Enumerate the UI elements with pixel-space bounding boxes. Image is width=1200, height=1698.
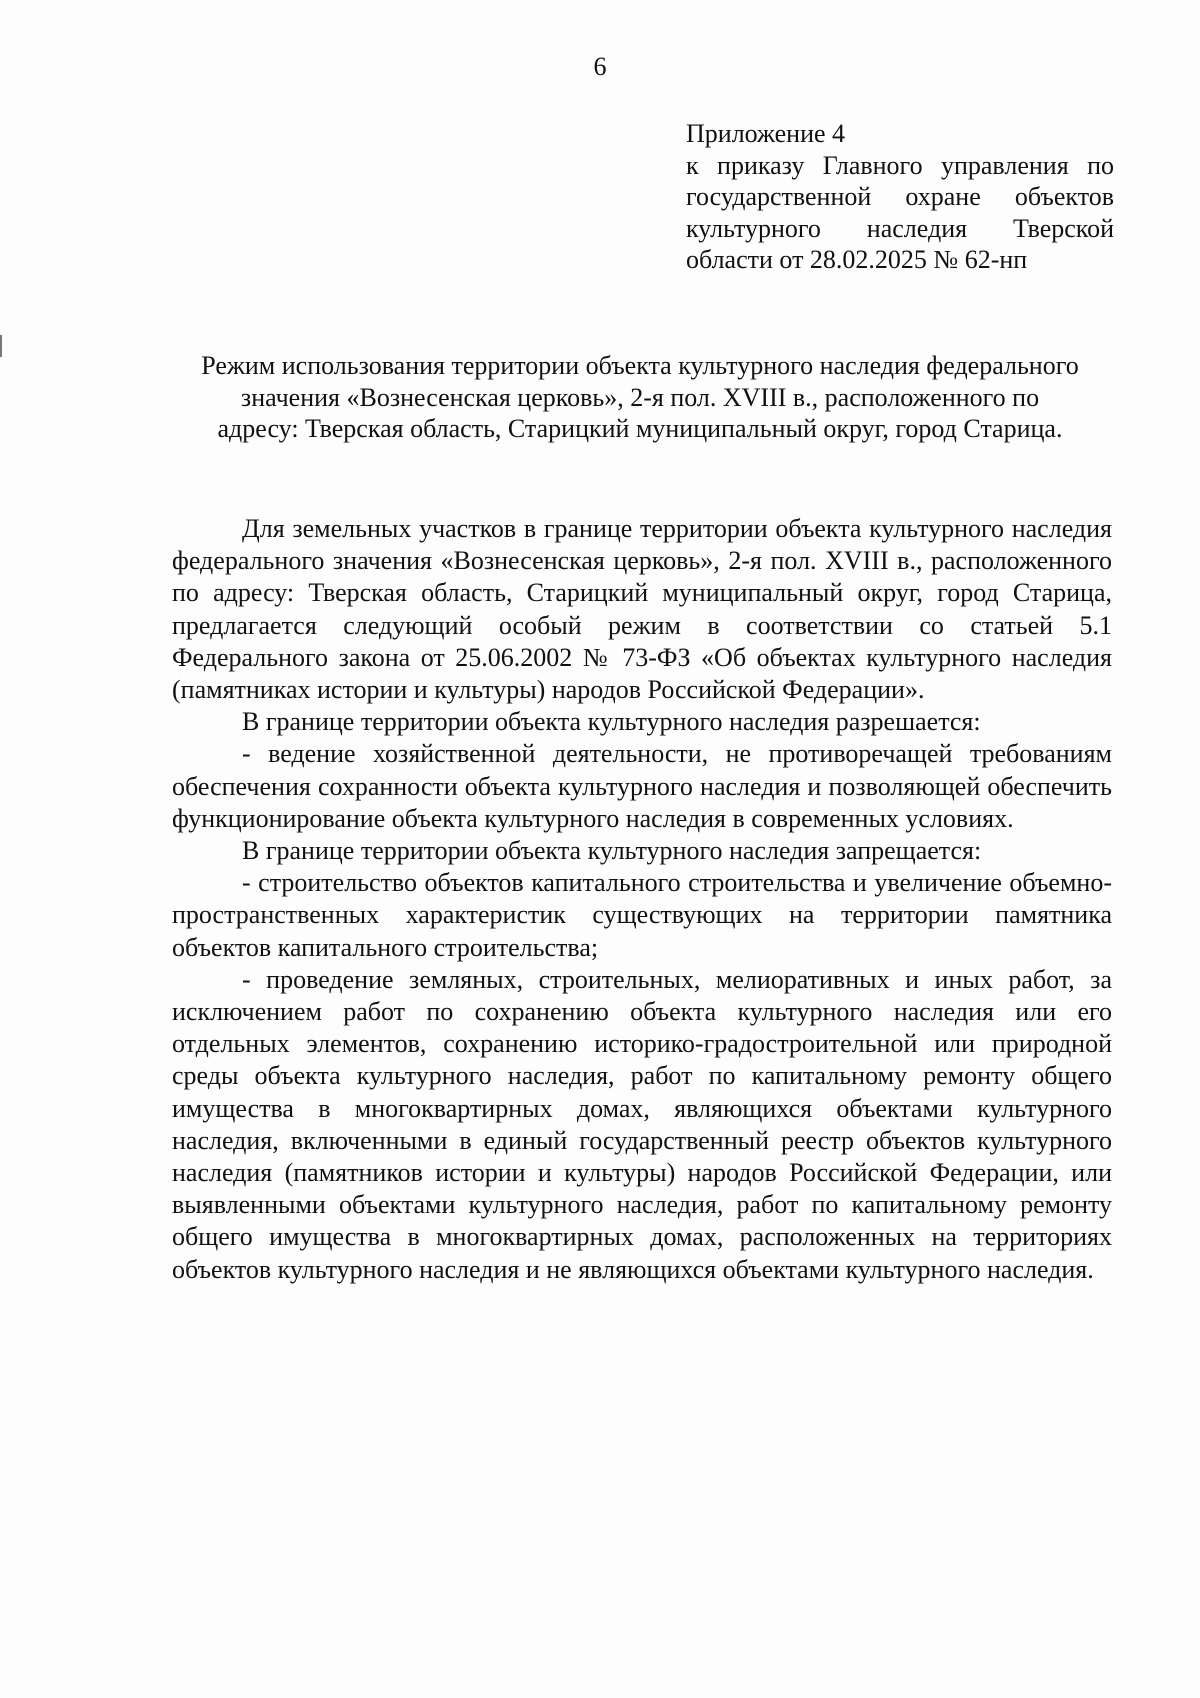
appendix-reference: к приказу Главного управления по государственной охране объектов культурного наследия Тверской области от 28.02.2025 № 62-нп [686, 150, 1114, 274]
allowed-heading: В границе территории объекта культурного наследия разрешается: [242, 707, 981, 737]
appendix-title: Приложение 4 [686, 119, 846, 148]
prohibited-heading: В границе территории объекта культурного наследия запрещается: [242, 836, 982, 866]
allowed-item: - ведение хозяйственной деятельности, не противоречащей требованиям обеспечения сохранности объекта культурного наследия и позволяющей обеспечить функционирование объекта культурного наследия в современных условиях. [172, 739, 1112, 833]
prohibited-item: - строительство объектов капитального строительства и увеличение объемно-пространственных характеристик существующих на территории памятника объектов капитального строительства; [172, 868, 1112, 962]
scan-margin-mark [0, 335, 2, 357]
appendix-header [686, 118, 1114, 276]
document-body [172, 513, 1112, 1286]
document-title: Режим использования территории объекта культурного наследия федерального значения «Вознесенская церковь», 2-я пол. XVIII в., расположенного по адресу: Тверская область, Старицкий муниципальный округ, город Старица. [201, 351, 1079, 443]
intro-paragraph: Для земельных участков в границе территории объекта культурного наследия федерального значения «Вознесенская церковь», 2-я пол. XVIII в., расположенного по адресу: Тверская область, Старицкий муниципальный округ, город Старица, предлагается следующий особый режим в соответствии со статьей 5.1 Федерального закона от 25.06.2002 № 73-ФЗ «Об объектах культурного наследия (памятниках истории и культуры) народов Российской Федерации». [172, 514, 1112, 705]
prohibited-item: - проведение земляных, строительных, мелиоративных и иных работ, за исключением работ по сохранению объекта культурного наследия или его отдельных элементов, сохранению историко-градостроительной или природной среды объекта культурного наследия, работ по капитальному ремонту общего имущества в многоквартирных домах, являющихся объектами культурного наследия, включенными в единый государственный реестр объектов культурного наследия (памятников истории и культуры) народов Российской Федерации, или выявленными объектами культурного наследия, работ по капитальному ремонту общего имущества в многоквартирных домах, расположенных на территориях объектов культурного наследия и не являющихся объектами культурного наследия. [172, 964, 1112, 1284]
page-number: 6 [593, 52, 607, 81]
